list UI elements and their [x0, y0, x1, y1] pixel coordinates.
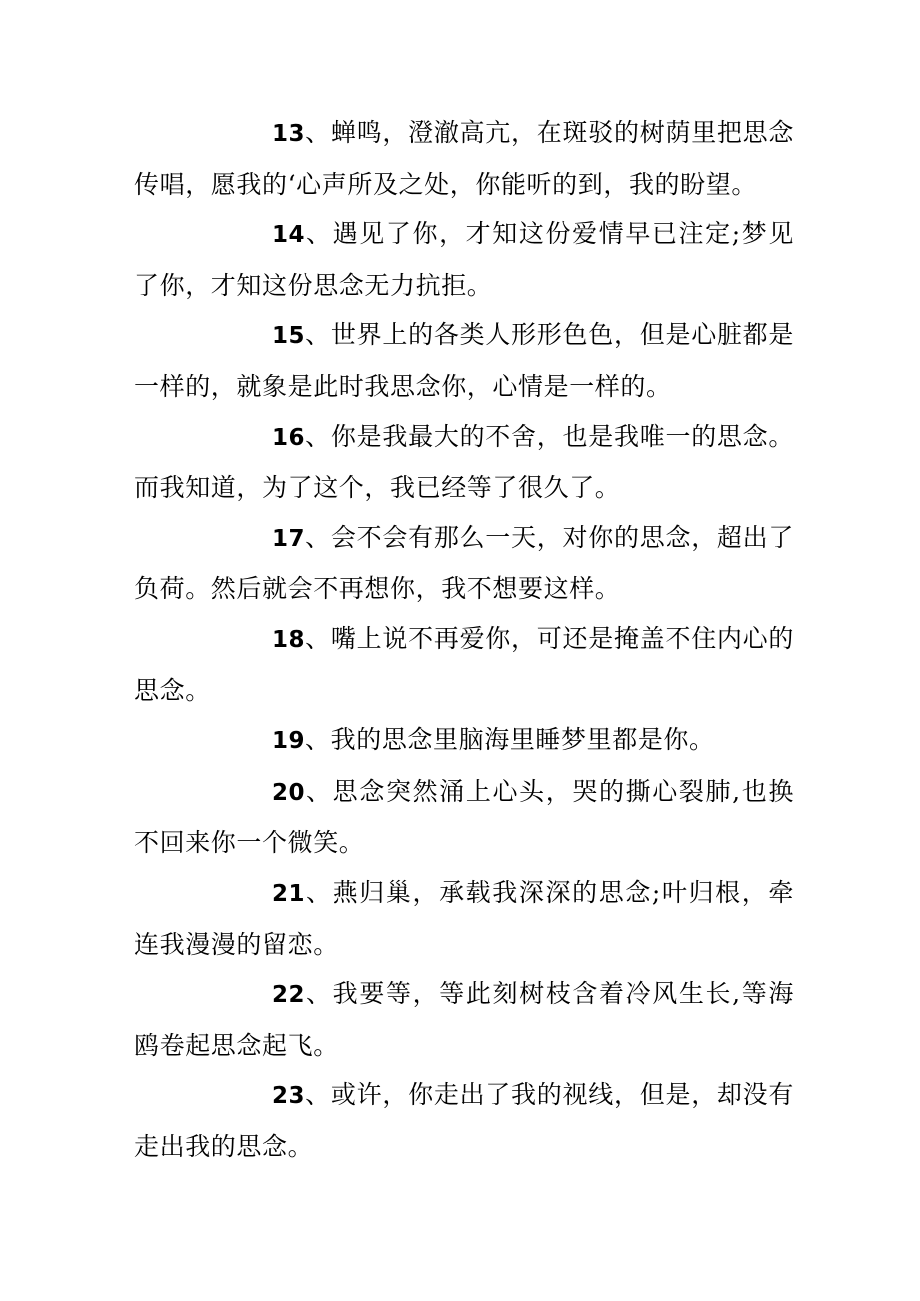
item-text: 、或许，你走出了我的视线，但是，却没有走出我的思念。: [134, 1080, 794, 1161]
item-text: 、遇见了你，才知这份爱情早已注定;梦见了你，才知这份思念无力抗拒。: [134, 219, 794, 300]
paragraph-21: [134, 868, 794, 969]
item-number: 13: [272, 121, 306, 147]
paragraph-20: [134, 767, 794, 868]
item-text: 、会不会有那么一天，对你的思念，超出了负荷。然后就会不再想你，我不想要这样。: [134, 522, 794, 604]
item-text: 、你是我最大的不舍，也是我唯一的思念。而我知道，为了这个，我已经等了很久了。: [134, 421, 794, 503]
paragraph-23: [134, 1070, 794, 1171]
item-text: 、嘴上说不再爱你，可还是掩盖不住内心的思念。: [134, 623, 794, 705]
paragraph-18: [134, 614, 794, 715]
item-number: 23: [272, 1083, 306, 1110]
paragraph-17: [134, 513, 794, 614]
item-text: 、蝉鸣，澄澈高亢，在斑驳的树荫里把思念传唱，愿我的‘心声所及之处，你能听的到，我的盼望。: [134, 118, 794, 199]
item-number: 18: [272, 626, 306, 653]
item-number: 22: [272, 982, 306, 1009]
item-number: 15: [272, 323, 306, 350]
paragraph-19: [134, 715, 794, 767]
item-number: 16: [272, 424, 306, 451]
item-text: 、我要等，等此刻树枝含着冷风生长,等海鸥卷起思念起飞。: [134, 979, 794, 1060]
paragraph-15: [134, 310, 794, 411]
document-body: [134, 108, 794, 1171]
item-text: 、我的思念里脑海里睡梦里都是你。: [305, 725, 715, 755]
item-text: 、世界上的各类人形形色色，但是心脏都是一样的，就象是此时我思念你，心情是一样的。: [134, 320, 794, 401]
item-number: 21: [272, 880, 306, 907]
item-text: 、燕归巢，承载我深深的思念;叶归根，牵连我漫漫的留恋。: [134, 877, 794, 959]
paragraph-22: [134, 969, 794, 1070]
paragraph-13: [134, 108, 794, 209]
item-text: 、思念突然涌上心头，哭的撕心裂肺,也换不回来你一个微笑。: [134, 776, 794, 858]
paragraph-14: [134, 209, 794, 310]
item-number: 19: [272, 728, 306, 755]
item-number: 20: [272, 779, 306, 806]
item-number: 17: [272, 525, 306, 552]
item-number: 14: [272, 222, 306, 249]
paragraph-16: [134, 412, 794, 513]
